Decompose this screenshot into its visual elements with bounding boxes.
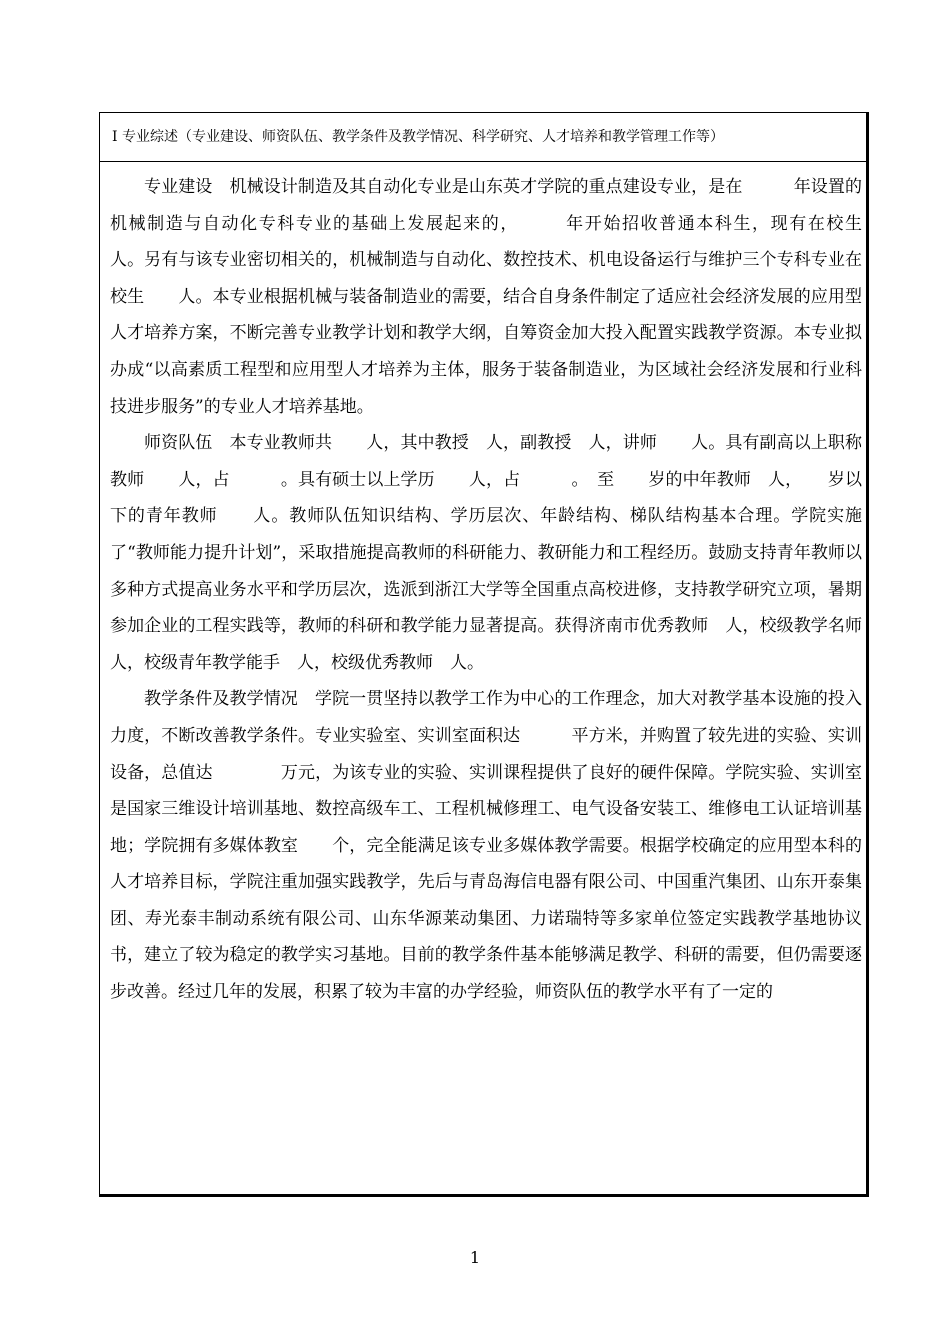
page-number: 1 xyxy=(469,1248,481,1267)
paragraph-professional-construction: 专业建设 机械设计制造及其自动化专业是山东英才学院的重点建设专业，是在 年设置的机械制造与自动化专科专业的基础上发展起来的， 年开始招收普通本科生，现有在校生 人。另有与该专业密切相关的，机械制造与自动化、数控技术、机电设备运行与维护三个专科专业在校生 人。本专业根据机械与装备制造业的需要，结合自身条件制定了适应社会经济发展的应用型人才培养方案，不断完善专业教学计划和教学大纲，自筹资金加大投入配置实践教学资源。本专业拟办成“以高素质工程型和应用型人才培养为主体，服务于装备制造业，为区域社会经济发展和行业科技进步服务”的专业人才培养基地。 xyxy=(110,177,896,417)
paragraph-teaching-conditions: 教学条件及教学情况 学院一贯坚持以教学工作为中心的工作理念，加大对教学基本设施的投入力度，不断改善教学条件。专业实验室、实训室面积达 平方米，并购置了较先进的实验、实训设备，总值达 万元，为该专业的实验、实训课程提供了良好的硬件保障。学院实验、实训室是国家三维设计培训基地、数控高级车工、工程机械修理工、电气设备安装工、维修电工认证培训基地；学院拥有多媒体教室 个，完全能满足该专业多媒体教学需要。根据学校确定的应用型本科的人才培养目标，学院注重加强实践教学，先后与青岛海信电器有限公司、中国重汽集团、山东开泰集团、寿光泰丰制动系统有限公司、山东华源莱动集团、力诺瑞特等多家单位签定实践教学基地协议书，建立了较为稳定的教学实习基地。目前的教学条件基本能够满足教学、科研的需要，但仍需要逐步改善。经过几年的发展，积累了较为丰富的办学经验，师资队伍的教学水平有了一定的 xyxy=(110,689,862,1003)
paragraph-faculty: 师资队伍 本专业教师共 人，其中教授 人，副教授 人，讲师 人。具有副高以上职称教师 人，占 。具有硕士以上学历 人，占 。 至 岁的中年教师 人， 岁以下的青年教师 人。教师队伍知识结构、学历层次、年龄结构、梯队结构基本合理。学院实施了“教师能力提升计划”，采取措施提高教师的科研能力、教研能力和工程经历。鼓励支持青年教师以多种方式提高业务水平和学历层次，选派到浙江大学等全国重点高校进修，支持教学研究立项，暑期参加企业的工程实践等，教师的科研和教学能力显著提高。获得济南市优秀教师 人，校级教学名师 人，校级青年教学能手 人，校级优秀教师 人。 xyxy=(110,433,879,673)
section-body xyxy=(110,169,896,1011)
section-header: Ⅰ 专业综述（专业建设、师资队伍、教学条件及教学情况、科学研究、人才培养和教学管理工作等） xyxy=(100,113,866,162)
content-frame xyxy=(99,112,896,1197)
